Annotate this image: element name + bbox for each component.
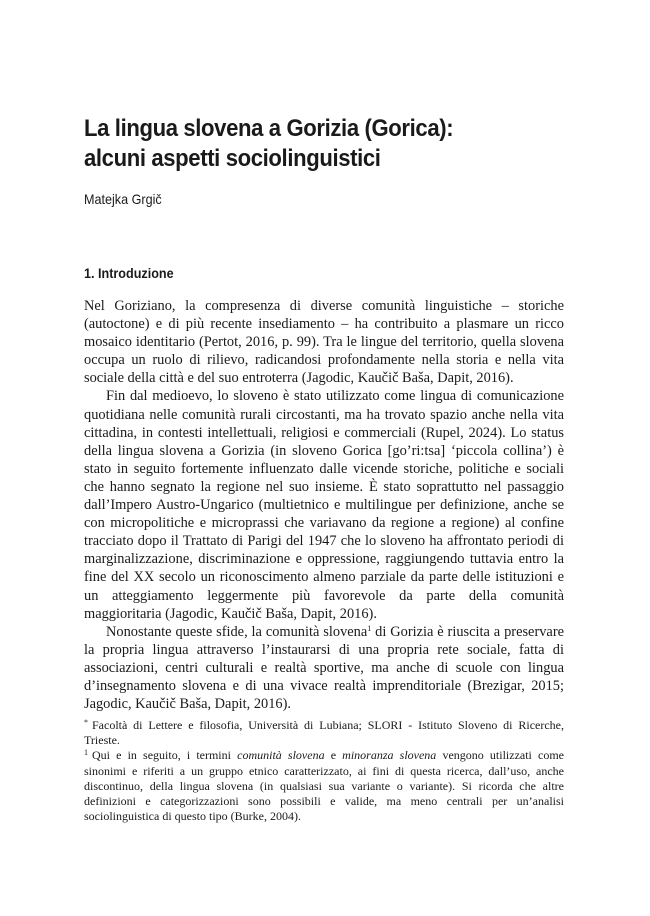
paragraph-2: Fin dal medioevo, lo sloveno è stato utilizzato come lingua di comunicazione quotidiana nelle comunità rurali circostanti, ma ha trovato spazio anche nella vita cittadina, in contesti intellettuali, religiosi e commerciali (Rupel, 2024). Lo status della lingua slovena a Gorizia (in sloveno Gorica [go’ri:tsa] ‘piccola collina’) è stato in seguito fortemente influenzato dalle vicende storiche, politiche e sociali che hanno segnato la regione nel suo insieme. È stato soprattutto nel passaggio dall’Impero Austro-Ungarico (multietnico e multilingue per definizione, anche se con micropolitiche e microprassi che variavano da regione a regione) al confine tracciato dopo il Trattato di Parigi del 1947 che lo sloveno ha affrontato periodi di marginalizzazione, discriminazione e oppressione, raggiungendo tuttavia entro la fine del XX secolo un riconoscimento almeno parziale da parte delle istituzioni e un atteggiamento leggermente più favorevole da parte della comunità maggioritaria (Jagodic, Kaučič Baša, Dapit, 2016). [84, 388, 564, 622]
article-title: La lingua slovena a Gorizia (Gorica): alcuni aspetti sociolinguistici [84, 115, 454, 172]
body-text [84, 297, 564, 713]
paragraph-3 [84, 623, 564, 713]
paragraph-3-start: Nonostante queste sfide, la comunità slovena [106, 623, 368, 640]
author-name: Matejka Grgič [84, 191, 162, 207]
section-heading: 1. Introduzione [84, 265, 174, 281]
footnote-marker-star: * [84, 718, 88, 727]
footnote-1-term-1: comunità slovena [237, 748, 325, 763]
footnote-1-text-a: Qui e in seguito, i termini [92, 748, 238, 763]
footnotes [84, 718, 564, 824]
footnote-1-text-b: e [324, 748, 343, 763]
footnote-affiliation [84, 718, 564, 748]
footnote-1-term-2: minoranza slovena [342, 748, 437, 763]
footnote-1 [84, 748, 564, 824]
footnote-affiliation-text: Facoltà di Lettere e filosofia, Università di Lubiana; SLORI - Istituto Sloveno di Ricerche, Trieste. [84, 718, 564, 748]
footnote-marker-1: 1 [84, 748, 88, 758]
footnote-ref-1: 1 [367, 623, 372, 633]
footnote-1-text-c: vengono utilizzati come sinonimi e riferiti a un gruppo etnico caratterizzato, ai fini di questa ricerca, dall’uso, anche discontinuo, della lingua slovena (in qualsiasi sua variante o variante). Si ricorda che altre definizioni e categorizzazioni sono possibili e valide, ma meno centrali per un’analisi sociolinguistica di questo tipo (Burke, 2004). [84, 748, 565, 824]
paragraph-3-end: di Gorizia è riuscita a preservare la propria lingua attraverso l’instaurarsi di una propria rete sociale, fatta di associazioni, centri culturali e realtà sportive, ma anche di scuole con lingua d’insegnamento slovena e di una vivace realtà imprenditoriale (Brezigar, 2015; Jagodic, Kaučič Baša, Dapit, 2016). [84, 623, 565, 713]
paragraph-1: Nel Goriziano, la compresenza di diverse comunità linguistiche – storiche (autoctone) e di più recente insediamento – ha contribuito a plasmare un ricco mosaico identitario (Pertot, 2016, p. 99). Tra le lingue del territorio, quella slovena occupa un ruolo di rilievo, radicandosi profondamente nella storia e nella vita sociale della città e del suo entroterra (Jagodic, Kaučič Baša, Dapit, 2016). [84, 298, 564, 387]
